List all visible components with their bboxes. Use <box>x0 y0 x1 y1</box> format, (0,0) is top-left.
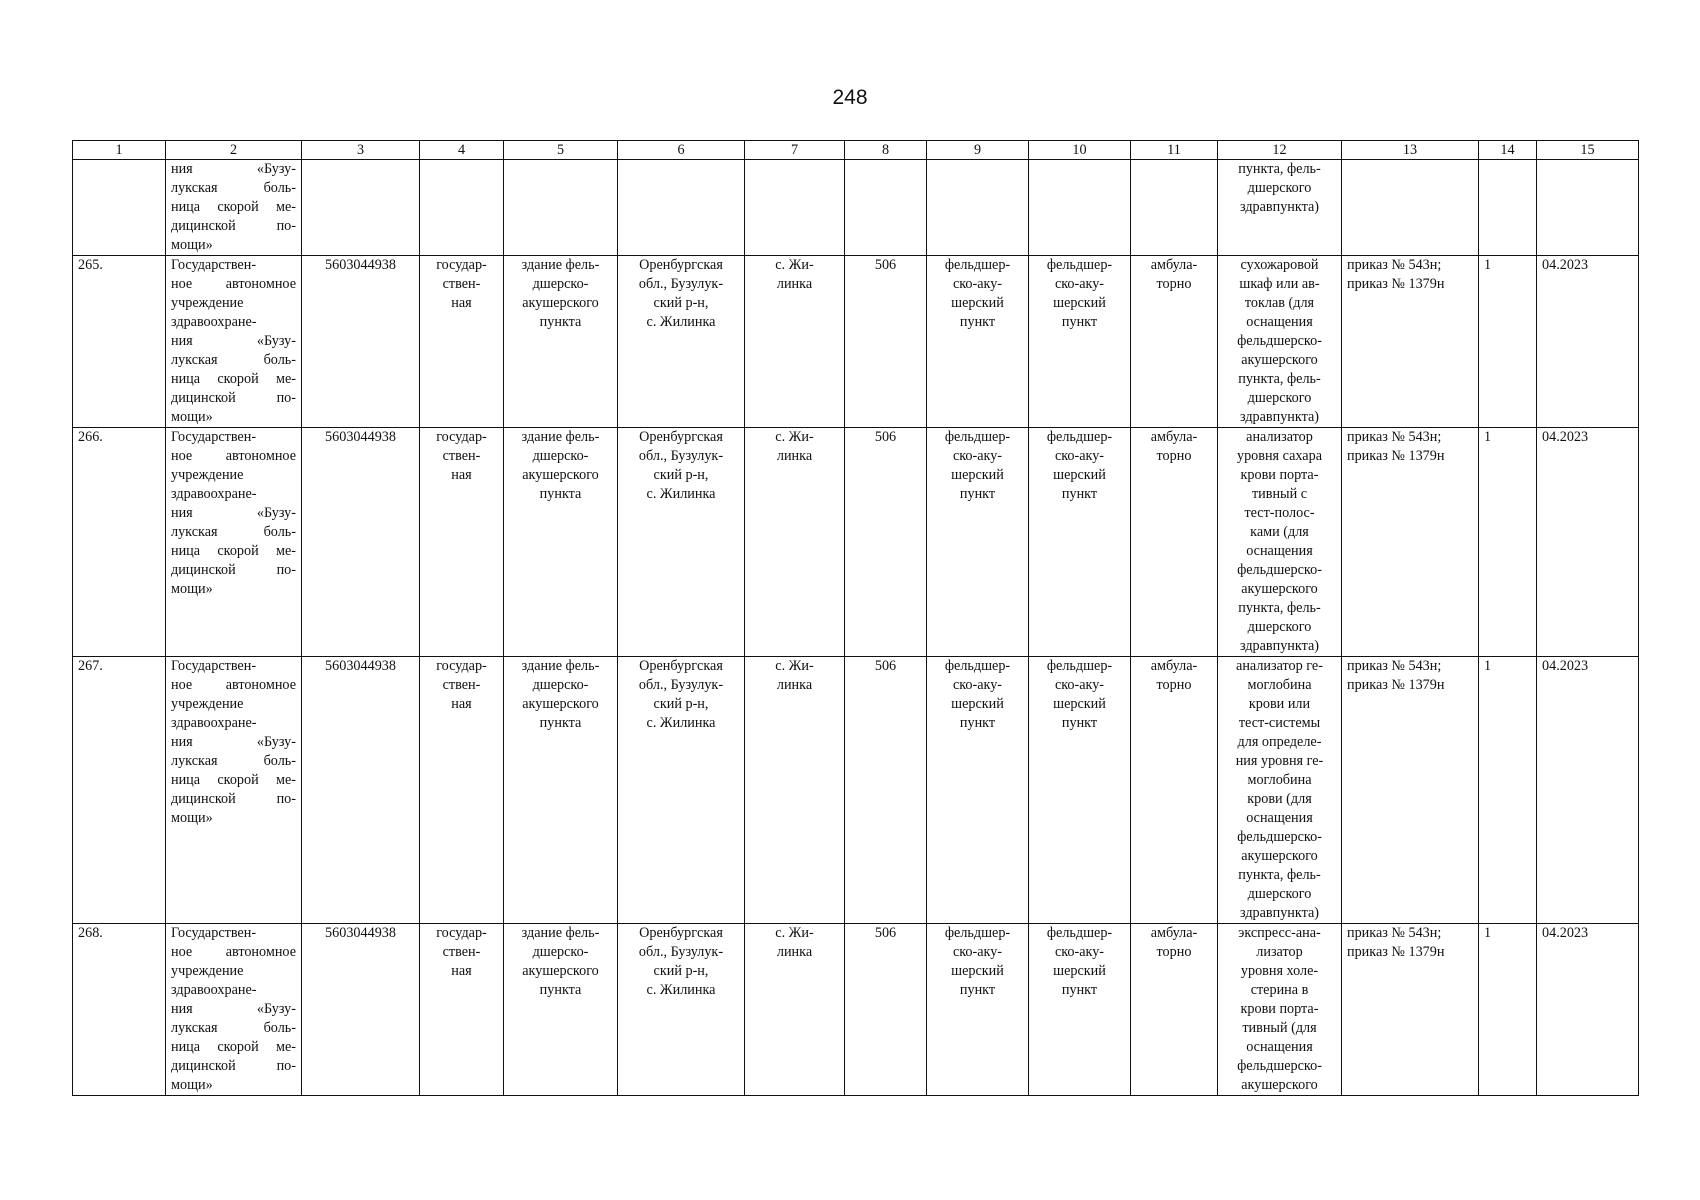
cell-type-10 <box>1029 256 1131 428</box>
cell-text-line: моглобина <box>1247 772 1312 788</box>
cell-text-line: обл., Бузулук- <box>638 448 724 464</box>
cell-text-line: ное автономное <box>171 276 296 292</box>
cell-code <box>845 160 927 256</box>
cell-text-line: дшерского <box>1247 619 1312 635</box>
cell-text-line: торно <box>1156 944 1192 960</box>
cell-quantity: 1 <box>1479 256 1537 428</box>
header-cell-15: 15 <box>1537 141 1639 160</box>
cell-text-line: акушерского <box>522 467 599 483</box>
cell-code: 506 <box>845 256 927 428</box>
cell-text-line: крови порта- <box>1240 1001 1319 1017</box>
table-row <box>73 657 1639 924</box>
cell-type-9 <box>927 160 1029 256</box>
cell-text-line: мощи» <box>171 237 213 253</box>
cell-text-line: ница скорой ме- <box>171 543 296 559</box>
header-cell-3: 3 <box>302 141 420 160</box>
cell-text-line: здравоохране- <box>171 486 257 502</box>
cell-inn: 5603044938 <box>302 924 420 1096</box>
cell-date <box>1537 160 1639 256</box>
cell-ownership <box>420 160 504 256</box>
cell-text-line: приказ № 1379н <box>1347 677 1445 693</box>
header-cell-10: 10 <box>1029 141 1131 160</box>
cell-text-line: приказ № 543н; <box>1347 429 1442 445</box>
cell-quantity: 1 <box>1479 924 1537 1096</box>
cell-ownership <box>420 924 504 1096</box>
cell-orders <box>1342 428 1479 657</box>
cell-text-line: ная <box>451 467 472 483</box>
cell-text-line: пункта <box>539 982 582 998</box>
cell-text-line: приказ № 1379н <box>1347 944 1445 960</box>
cell-text-line: фельдшерско- <box>1237 829 1322 845</box>
cell-text-line: пункта, фель- <box>1238 600 1321 616</box>
cell-text-line: дшерско- <box>532 677 589 693</box>
cell-text-line: здание фель- <box>521 925 600 941</box>
cell-text-line: фельдшерско- <box>1237 333 1322 349</box>
cell-date: 04.2023 <box>1537 256 1639 428</box>
cell-text-line: амбула- <box>1150 429 1198 445</box>
cell-orders <box>1342 256 1479 428</box>
cell-text-line: ния «Бузу- <box>171 333 296 349</box>
cell-mode <box>1131 657 1218 924</box>
cell-text-line: государ- <box>436 429 487 445</box>
cell-address <box>618 924 745 1096</box>
cell-text-line: шерский <box>951 963 1004 979</box>
cell-text-line: лукская боль- <box>171 753 296 769</box>
cell-text-line: с. Жи- <box>775 658 814 674</box>
cell-text-line: государ- <box>436 257 487 273</box>
cell-text-line: стерина в <box>1250 982 1309 998</box>
cell-organization <box>166 428 302 657</box>
cell-text-line: дшерского <box>1247 886 1312 902</box>
cell-text-line: торно <box>1156 448 1192 464</box>
cell-text-line: линка <box>776 944 813 960</box>
cell-text-line: мощи» <box>171 581 213 597</box>
cell-text-line: ками (для <box>1250 524 1309 540</box>
cell-organization <box>166 924 302 1096</box>
cell-equipment <box>1218 428 1342 657</box>
header-cell-2: 2 <box>166 141 302 160</box>
cell-text-line: пункта <box>539 715 582 731</box>
cell-text-line: Оренбургская <box>639 658 723 674</box>
cell-type-10 <box>1029 924 1131 1096</box>
cell-text-line: моглобина <box>1247 677 1312 693</box>
cell-text-line: ная <box>451 295 472 311</box>
cell-text-line: с. Жилинка <box>646 314 716 330</box>
cell-text-line: шерский <box>1053 696 1106 712</box>
cell-text-line: здравпункта) <box>1239 905 1320 921</box>
cell-text-line: дшерского <box>1247 180 1312 196</box>
cell-text-line: ский р-н, <box>653 696 709 712</box>
registry-table <box>72 140 1639 1096</box>
cell-text-line: фельдшер- <box>1046 925 1113 941</box>
cell-text-line: пункта <box>539 314 582 330</box>
cell-text-line: учреждение <box>171 295 244 311</box>
cell-text-line: Оренбургская <box>639 429 723 445</box>
cell-text-line: ная <box>451 696 472 712</box>
cell-number <box>73 160 166 256</box>
cell-text-line: ско-аку- <box>952 677 1003 693</box>
cell-address <box>618 657 745 924</box>
cell-text-line: с. Жилинка <box>646 982 716 998</box>
cell-mode <box>1131 428 1218 657</box>
cell-text-line: ский р-н, <box>653 963 709 979</box>
cell-text-line: дицинской по- <box>171 218 296 234</box>
cell-text-line: крови или <box>1248 696 1311 712</box>
cell-inn: 5603044938 <box>302 657 420 924</box>
cell-text-line: пункта <box>539 486 582 502</box>
cell-text-line: пункт <box>1061 314 1098 330</box>
cell-text-line: ско-аку- <box>1054 944 1105 960</box>
cell-inn: 5603044938 <box>302 428 420 657</box>
header-cell-8: 8 <box>845 141 927 160</box>
cell-text-line: фельдшер- <box>944 925 1011 941</box>
cell-mode <box>1131 924 1218 1096</box>
cell-text-line: пункт <box>1061 486 1098 502</box>
cell-address <box>618 428 745 657</box>
cell-text-line: лукская боль- <box>171 352 296 368</box>
cell-text-line: фельдшер- <box>944 429 1011 445</box>
cell-text-line: акушерского <box>522 696 599 712</box>
cell-date: 04.2023 <box>1537 428 1639 657</box>
cell-text-line: Государствен- <box>171 429 257 445</box>
cell-text-line: здравоохране- <box>171 982 257 998</box>
cell-text-line: амбула- <box>1150 925 1198 941</box>
cell-text-line: оснащения <box>1246 543 1313 559</box>
cell-text-line: токлав (для <box>1244 295 1315 311</box>
cell-text-line: государ- <box>436 925 487 941</box>
cell-text-line: обл., Бузулук- <box>638 944 724 960</box>
cell-text-line: анализатор <box>1246 429 1313 445</box>
cell-text-line: сухожаровой <box>1240 257 1319 273</box>
cell-text-line: пункт <box>1061 715 1098 731</box>
cell-text-line: ско-аку- <box>1054 276 1105 292</box>
cell-text-line: шерский <box>1053 295 1106 311</box>
cell-text-line: оснащения <box>1246 1039 1313 1055</box>
cell-text-line: приказ № 543н; <box>1347 925 1442 941</box>
header-cell-1: 1 <box>73 141 166 160</box>
cell-text-line: ния «Бузу- <box>171 734 296 750</box>
cell-text-line: анализатор ге- <box>1236 658 1323 674</box>
cell-text-line: ствен- <box>442 944 481 960</box>
cell-text-line: ско-аку- <box>952 276 1003 292</box>
cell-equipment <box>1218 160 1342 256</box>
cell-text-line: обл., Бузулук- <box>638 276 724 292</box>
cell-text-line: линка <box>776 448 813 464</box>
cell-text-line: Оренбургская <box>639 257 723 273</box>
cell-text-line: лукская боль- <box>171 180 296 196</box>
cell-text-line: оснащения <box>1246 810 1313 826</box>
cell-locality <box>745 160 845 256</box>
cell-code: 506 <box>845 428 927 657</box>
cell-text-line: акушерского <box>1241 352 1318 368</box>
cell-text-line: мощи» <box>171 1077 213 1093</box>
cell-text-line: обл., Бузулук- <box>638 677 724 693</box>
cell-text-line: пункт <box>959 715 996 731</box>
cell-text-line: государ- <box>436 658 487 674</box>
cell-text-line: ния «Бузу- <box>171 161 296 177</box>
page-number: 248 <box>832 86 868 109</box>
cell-text-line: здравоохране- <box>171 715 257 731</box>
cell-text-line: дицинской по- <box>171 791 296 807</box>
cell-text-line: торно <box>1156 677 1192 693</box>
cell-text-line: пункта, фель- <box>1238 371 1321 387</box>
cell-type-10 <box>1029 160 1131 256</box>
cell-inn: 5603044938 <box>302 256 420 428</box>
cell-text-line: акушерского <box>1241 848 1318 864</box>
cell-text-line: приказ № 543н; <box>1347 658 1442 674</box>
header-cell-13: 13 <box>1342 141 1479 160</box>
header-cell-9: 9 <box>927 141 1029 160</box>
cell-text-line: акушерского <box>1241 1077 1318 1093</box>
cell-type-10 <box>1029 657 1131 924</box>
cell-text-line: ско-аку- <box>952 448 1003 464</box>
cell-text-line: Государствен- <box>171 925 257 941</box>
cell-number: 265. <box>73 256 166 428</box>
cell-text-line: ница скорой ме- <box>171 199 296 215</box>
cell-text-line: тест-системы <box>1238 715 1321 731</box>
cell-text-line: экспресс-ана- <box>1238 925 1321 941</box>
table-row <box>73 428 1639 657</box>
cell-text-line: дшерско- <box>532 276 589 292</box>
cell-text-line: тивный с <box>1251 486 1308 502</box>
header-cell-5: 5 <box>504 141 618 160</box>
cell-text-line: фельдшерско- <box>1237 1058 1322 1074</box>
cell-text-line: торно <box>1156 276 1192 292</box>
cell-inn <box>302 160 420 256</box>
cell-text-line: мощи» <box>171 810 213 826</box>
cell-locality <box>745 657 845 924</box>
table-row <box>73 924 1639 1096</box>
cell-text-line: ница скорой ме- <box>171 1039 296 1055</box>
cell-quantity <box>1479 160 1537 256</box>
cell-text-line: лукская боль- <box>171 1020 296 1036</box>
cell-text-line: ния «Бузу- <box>171 505 296 521</box>
cell-text-line: уровня сахара <box>1236 448 1322 464</box>
cell-text-line: ное автономное <box>171 677 296 693</box>
cell-text-line: ная <box>451 963 472 979</box>
header-cell-4: 4 <box>420 141 504 160</box>
cell-locality <box>745 428 845 657</box>
header-row <box>73 141 1639 160</box>
header-cell-6: 6 <box>618 141 745 160</box>
cell-text-line: здание фель- <box>521 658 600 674</box>
cell-text-line: мощи» <box>171 409 213 425</box>
cell-text-line: тест-полос- <box>1244 505 1315 521</box>
cell-text-line: крови порта- <box>1240 467 1319 483</box>
header-cell-14: 14 <box>1479 141 1537 160</box>
cell-text-line: линка <box>776 677 813 693</box>
cell-text-line: учреждение <box>171 467 244 483</box>
cell-type-9 <box>927 428 1029 657</box>
cell-text-line: ский р-н, <box>653 467 709 483</box>
cell-building <box>504 160 618 256</box>
cell-text-line: фельдшер- <box>1046 257 1113 273</box>
cell-text-line: здание фель- <box>521 257 600 273</box>
header-cell-7: 7 <box>745 141 845 160</box>
cell-text-line: амбула- <box>1150 257 1198 273</box>
cell-organization <box>166 657 302 924</box>
cell-date: 04.2023 <box>1537 657 1639 924</box>
cell-text-line: Оренбургская <box>639 925 723 941</box>
cell-text-line: лизатор <box>1256 944 1303 960</box>
cell-type-10 <box>1029 428 1131 657</box>
cell-text-line: акушерского <box>522 963 599 979</box>
cell-orders <box>1342 924 1479 1096</box>
cell-building <box>504 657 618 924</box>
cell-text-line: фельдшерско- <box>1237 562 1322 578</box>
cell-text-line: шерский <box>1053 467 1106 483</box>
cell-organization <box>166 256 302 428</box>
cell-text-line: здравпункта) <box>1239 199 1320 215</box>
cell-text-line: здравпункта) <box>1239 638 1320 654</box>
cell-text-line: ско-аку- <box>952 944 1003 960</box>
cell-code: 506 <box>845 924 927 1096</box>
cell-mode <box>1131 256 1218 428</box>
cell-text-line: ствен- <box>442 276 481 292</box>
cell-text-line: шерский <box>951 696 1004 712</box>
cell-equipment <box>1218 924 1342 1096</box>
cell-text-line: ния уровня ге- <box>1235 753 1324 769</box>
cell-text-line: с. Жи- <box>775 429 814 445</box>
cell-quantity: 1 <box>1479 428 1537 657</box>
cell-text-line: здравпункта) <box>1239 409 1320 425</box>
cell-text-line: учреждение <box>171 963 244 979</box>
cell-text-line: дшерско- <box>532 448 589 464</box>
cell-text-line: с. Жи- <box>775 257 814 273</box>
cell-text-line: шкаф или ав- <box>1239 276 1320 292</box>
cell-text-line: пункт <box>1061 982 1098 998</box>
cell-text-line: дшерско- <box>532 944 589 960</box>
cell-locality <box>745 924 845 1096</box>
cell-text-line: учреждение <box>171 696 244 712</box>
cell-text-line: Государствен- <box>171 658 257 674</box>
cell-ownership <box>420 657 504 924</box>
cell-text-line: ско-аку- <box>1054 677 1105 693</box>
cell-text-line: ница скорой ме- <box>171 772 296 788</box>
cell-number: 267. <box>73 657 166 924</box>
cell-text-line: крови (для <box>1247 791 1312 807</box>
cell-text-line: с. Жи- <box>775 925 814 941</box>
cell-quantity: 1 <box>1479 657 1537 924</box>
cell-building <box>504 256 618 428</box>
cell-number: 266. <box>73 428 166 657</box>
cell-text-line: ное автономное <box>171 448 296 464</box>
cell-text-line: приказ № 1379н <box>1347 276 1445 292</box>
cell-ownership <box>420 256 504 428</box>
cell-date: 04.2023 <box>1537 924 1639 1096</box>
cell-text-line: линка <box>776 276 813 292</box>
table-row <box>73 256 1639 428</box>
cell-text-line: фельдшер- <box>944 658 1011 674</box>
header-cell-12: 12 <box>1218 141 1342 160</box>
cell-text-line: с. Жилинка <box>646 715 716 731</box>
cell-text-line: тивный (для <box>1242 1020 1317 1036</box>
cell-text-line: фельдшер- <box>1046 658 1113 674</box>
cell-ownership <box>420 428 504 657</box>
cell-text-line: дицинской по- <box>171 562 296 578</box>
cell-text-line: пункта, фель- <box>1238 867 1321 883</box>
cell-text-line: уровня холе- <box>1240 963 1319 979</box>
cell-building <box>504 924 618 1096</box>
cell-text-line: приказ № 1379н <box>1347 448 1445 464</box>
cell-text-line: акушерского <box>1241 581 1318 597</box>
cell-text-line: здравоохране- <box>171 314 257 330</box>
cell-text-line: амбула- <box>1150 658 1198 674</box>
cell-text-line: шерский <box>951 295 1004 311</box>
cell-text-line: для определе- <box>1237 734 1322 750</box>
cell-text-line: дицинской по- <box>171 1058 296 1074</box>
cell-text-line: ский р-н, <box>653 295 709 311</box>
cell-text-line: фельдшер- <box>944 257 1011 273</box>
cell-equipment <box>1218 657 1342 924</box>
cell-organization <box>166 160 302 256</box>
header-cell-11: 11 <box>1131 141 1218 160</box>
cell-text-line: приказ № 543н; <box>1347 257 1442 273</box>
cell-text-line: ско-аку- <box>1054 448 1105 464</box>
cell-building <box>504 428 618 657</box>
cell-orders <box>1342 657 1479 924</box>
cell-text-line: пункта, фель- <box>1238 161 1321 177</box>
cell-text-line: фельдшер- <box>1046 429 1113 445</box>
cell-text-line: пункт <box>959 982 996 998</box>
continuation-row <box>73 160 1639 256</box>
cell-text-line: пункт <box>959 486 996 502</box>
cell-address <box>618 160 745 256</box>
cell-number: 268. <box>73 924 166 1096</box>
cell-equipment <box>1218 256 1342 428</box>
cell-text-line: ствен- <box>442 448 481 464</box>
cell-text-line: шерский <box>951 467 1004 483</box>
cell-text-line: ния «Бузу- <box>171 1001 296 1017</box>
cell-text-line: Государствен- <box>171 257 257 273</box>
cell-text-line: дицинской по- <box>171 390 296 406</box>
cell-text-line: ное автономное <box>171 944 296 960</box>
cell-text-line: с. Жилинка <box>646 486 716 502</box>
cell-text-line: дшерского <box>1247 390 1312 406</box>
cell-orders <box>1342 160 1479 256</box>
cell-text-line: оснащения <box>1246 314 1313 330</box>
cell-address <box>618 256 745 428</box>
cell-text-line: пункт <box>959 314 996 330</box>
cell-type-9 <box>927 657 1029 924</box>
cell-code: 506 <box>845 657 927 924</box>
cell-type-9 <box>927 924 1029 1096</box>
cell-text-line: ница скорой ме- <box>171 371 296 387</box>
cell-text-line: лукская боль- <box>171 524 296 540</box>
cell-locality <box>745 256 845 428</box>
cell-text-line: шерский <box>1053 963 1106 979</box>
cell-text-line: ствен- <box>442 677 481 693</box>
cell-text-line: здание фель- <box>521 429 600 445</box>
cell-text-line: акушерского <box>522 295 599 311</box>
cell-mode <box>1131 160 1218 256</box>
cell-type-9 <box>927 256 1029 428</box>
